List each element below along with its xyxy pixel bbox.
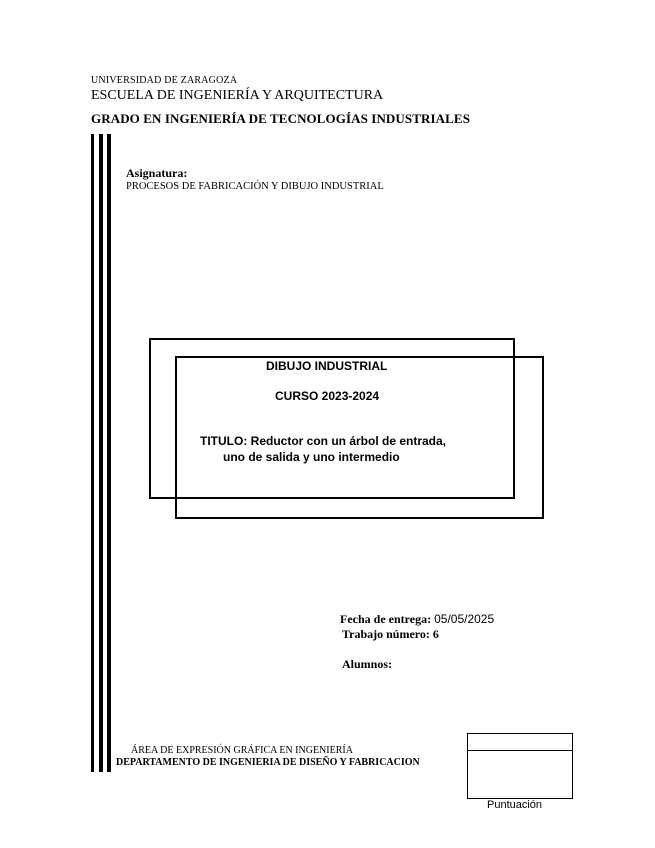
decorative-bar <box>99 134 103 772</box>
course-name: DIBUJO INDUSTRIAL <box>266 359 388 373</box>
work-title-line2: uno de salida y uno intermedio <box>223 450 400 464</box>
subject-value: PROCESOS DE FABRICACIÓN Y DIBUJO INDUSTRIAL <box>126 181 384 192</box>
subject-label: Asignatura: <box>126 166 188 180</box>
area-name: ÁREA DE EXPRESIÓN GRÁFICA EN INGENIERÍA <box>131 745 353 756</box>
department-name: DEPARTAMENTO DE INGENIERIA DE DISEÑO Y FABRICACION <box>116 757 420 768</box>
degree-name: GRADO EN INGENIERÍA DE TECNOLOGÍAS INDUSTRIALES <box>91 111 471 126</box>
delivery-date <box>340 612 494 627</box>
work-number: Trabajo número: 6 <box>342 627 439 641</box>
delivery-date-label: Fecha de entrega: <box>340 612 432 626</box>
school-name: ESCUELA DE INGENIERÍA Y ARQUITECTURA <box>91 88 384 103</box>
work-title-line1: TITULO: Reductor con un árbol de entrada, <box>200 434 447 448</box>
score-label: Puntuación <box>487 799 543 811</box>
students-label: Alumnos: <box>342 657 393 671</box>
university-name: UNIVERSIDAD DE ZARAGOZA <box>91 75 238 86</box>
course-year: CURSO 2023-2024 <box>275 389 380 403</box>
decorative-bar <box>91 134 94 772</box>
delivery-date-value: 05/05/2025 <box>434 612 495 626</box>
decorative-bar <box>107 134 111 772</box>
score-box <box>467 733 573 799</box>
score-divider <box>468 750 572 751</box>
